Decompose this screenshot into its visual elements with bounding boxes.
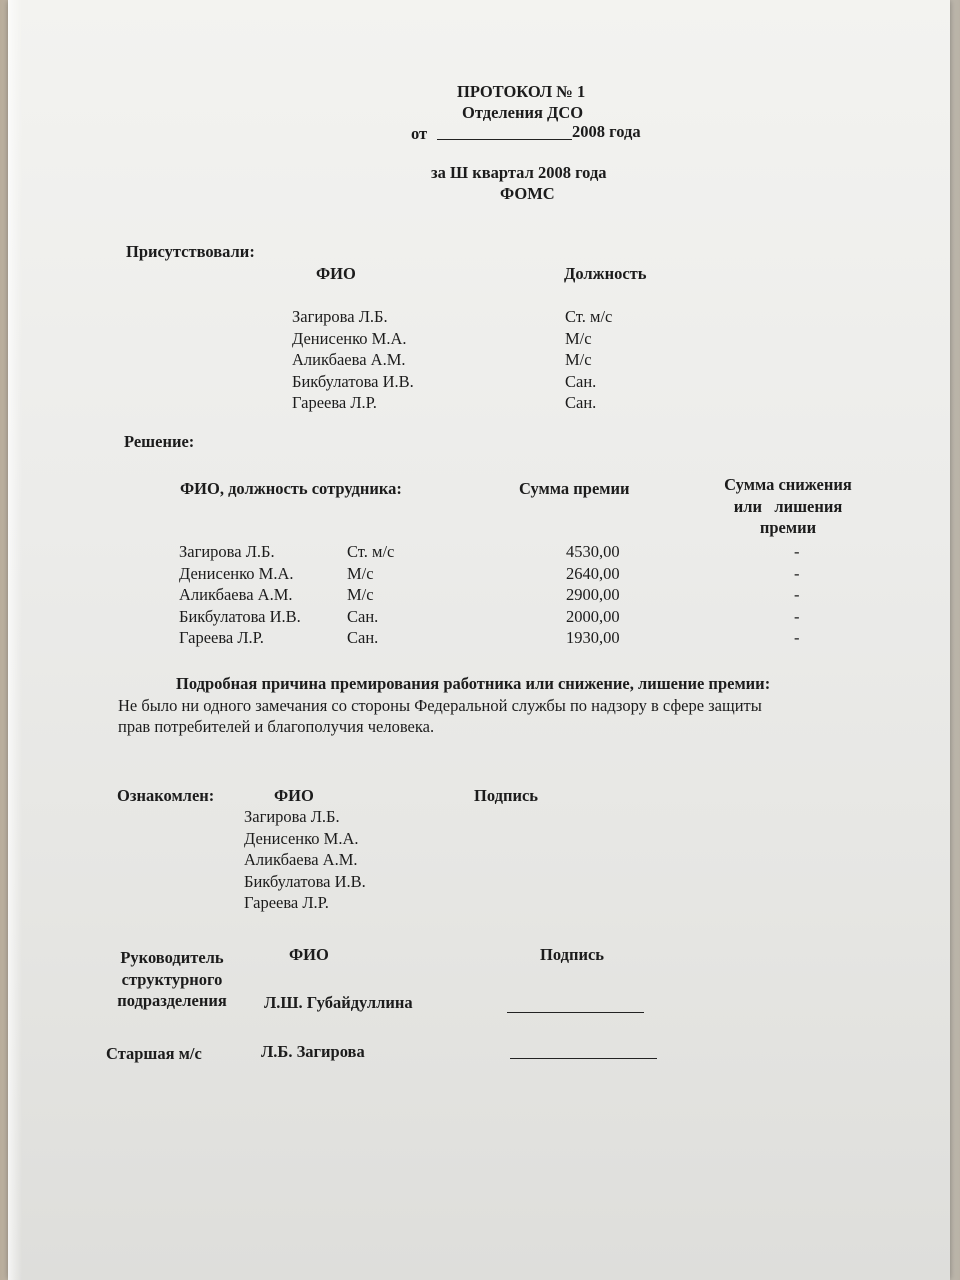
acknowledged-name: Аликбаева А.М. (244, 850, 358, 870)
acknowledged-name: Бикбулатова И.В. (244, 871, 366, 891)
decision-name: Загирова Л.Б. (179, 542, 275, 561)
attendance-name: Аликбаева А.М. (292, 350, 406, 370)
acknowledged-col-signature: Подпись (474, 786, 539, 805)
head-label-line: структурного (121, 969, 223, 989)
date-blank-line (437, 139, 572, 140)
decision-position: Ст. м/с (347, 542, 395, 561)
reason-heading: Подробная причина премирования работника или снижение, лишение премии: (176, 674, 771, 693)
attendance-position: М/с (565, 328, 592, 348)
bonus-amount: 2000,00 (566, 606, 620, 626)
decision-names (179, 541, 301, 649)
attendance-positions (565, 306, 612, 414)
attendance-name: Гареева Л.Р. (292, 393, 377, 413)
reason-text-line: Не было ни одного замечания со стороны Федеральной службы по надзору в сфере защиты (118, 696, 762, 715)
decision-reductions (794, 541, 800, 649)
senior-signature-line (510, 1058, 657, 1059)
attendance-position: Сан. (565, 393, 597, 413)
decision-name: Гареева Л.Р. (179, 628, 264, 648)
decision-name: Денисенко М.А. (179, 563, 294, 583)
bonus-amount: 1930,00 (566, 628, 620, 648)
decision-col-employee: ФИО, должность сотрудника: (180, 479, 402, 498)
attendance-names (292, 306, 414, 414)
attendance-position: Ст. м/с (565, 307, 613, 326)
bonus-amount: 4530,00 (566, 542, 620, 561)
signatures-col-name: ФИО (289, 945, 329, 964)
attendance-name: Загирова Л.Б. (292, 307, 388, 326)
reason-text-line: прав потребителей и благополучия человека. (118, 717, 435, 736)
decision-position: М/с (347, 563, 374, 583)
decision-heading: Решение: (124, 432, 195, 451)
decision-col-bonus: Сумма премии (519, 479, 630, 498)
attendance-position: Сан. (565, 371, 597, 391)
attendance-heading: Присутствовали: (126, 242, 255, 261)
head-signature-line (507, 1012, 644, 1013)
head-label (102, 947, 242, 1012)
reduction-header-line: премии (759, 518, 817, 538)
acknowledged-col-name: ФИО (274, 786, 314, 805)
attendance-position: М/с (565, 350, 592, 370)
attendance-col-position: Должность (564, 264, 647, 283)
reduction-header-line: или лишения (733, 496, 843, 516)
senior-nurse-label: Старшая м/с (106, 1044, 202, 1063)
reduction-amount: - (794, 542, 800, 561)
document-page (8, 0, 950, 1280)
protocol-title: ПРОТОКОЛ № 1 (457, 82, 586, 101)
senior-nurse-name: Л.Б. Загирова (261, 1042, 365, 1061)
reduction-amount: - (794, 606, 800, 626)
decision-name: Аликбаева А.М. (179, 585, 293, 605)
decision-positions (347, 541, 394, 649)
head-name: Л.Ш. Губайдуллина (264, 993, 413, 1012)
decision-position: Сан. (347, 606, 379, 626)
bonus-amount: 2640,00 (566, 563, 620, 583)
reduction-header-line: Сумма снижения (724, 475, 852, 494)
attendance-name: Денисенко М.А. (292, 328, 407, 348)
attendance-name: Бикбулатова И.В. (292, 371, 414, 391)
fund-title: ФОМС (500, 184, 555, 203)
reduction-amount: - (794, 563, 800, 583)
date-prefix: от (411, 124, 428, 143)
date-year: 2008 года (572, 122, 641, 141)
period-title: за Ш квартал 2008 года (431, 163, 607, 182)
acknowledged-name: Загирова Л.Б. (244, 807, 340, 826)
acknowledged-name: Денисенко М.А. (244, 828, 359, 848)
head-label-line: Руководитель (120, 948, 224, 967)
department-name: Отделения ДСО (462, 103, 584, 122)
reduction-amount: - (794, 628, 800, 648)
acknowledged-names (244, 806, 366, 914)
signatures-col-signature: Подпись (540, 945, 605, 964)
acknowledged-name: Гареева Л.Р. (244, 893, 329, 913)
decision-position: М/с (347, 585, 374, 605)
decision-name: Бикбулатова И.В. (179, 606, 301, 626)
acknowledged-label: Ознакомлен: (117, 786, 215, 805)
decision-col-reduction (698, 474, 878, 539)
decision-bonuses (566, 541, 620, 649)
bonus-amount: 2900,00 (566, 585, 620, 605)
attendance-col-name: ФИО (316, 264, 356, 283)
reduction-amount: - (794, 585, 800, 605)
decision-position: Сан. (347, 628, 379, 648)
head-label-line: подразделения (117, 991, 227, 1011)
